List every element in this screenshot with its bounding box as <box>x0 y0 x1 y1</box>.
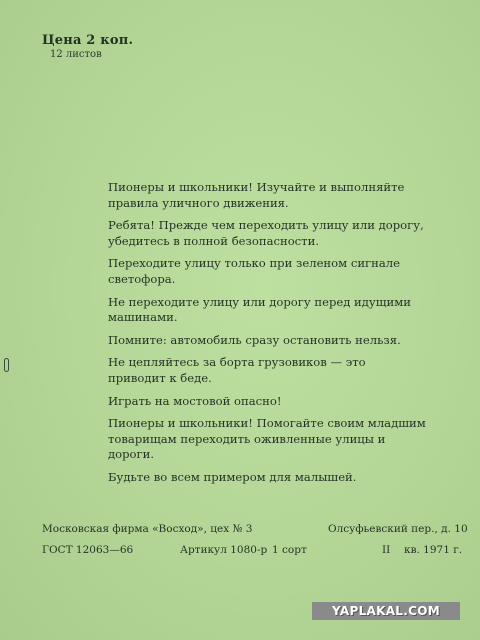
address-text: Олсуфьевский пер., д. 10 <box>328 523 468 535</box>
margin-ring-mark <box>4 358 9 372</box>
rule-paragraph: Пионеры и школьники! Помогайте своим младшим товарищам переходить оживленные улицы и дороги. <box>108 416 426 462</box>
site-watermark: YAPLAKAL.COM <box>312 602 460 620</box>
rule-paragraph: Играть на мостовой опасно! <box>108 393 282 408</box>
rule-paragraph: Переходите улицу только при зеленом сигнале светофора. <box>108 256 401 286</box>
rule-paragraph: Помните: автомобиль сразу остановить нельзя. <box>108 332 401 347</box>
sheet-count: 12 листов <box>50 49 102 60</box>
period-text: кв. 1971 г. <box>404 544 463 556</box>
article-text: Артикул 1080-р <box>180 544 268 556</box>
gost-text: ГОСТ 12063—66 <box>42 544 134 556</box>
price-label: Цена 2 коп. <box>42 33 134 48</box>
traffic-rules-text <box>108 180 426 493</box>
quarter-text: II <box>382 544 391 556</box>
rule-paragraph: Будьте во всем примером для малышей. <box>108 469 357 484</box>
rule-paragraph: Ребята! Прежде чем переходить улицу или дорогу, убедитесь в полной безопасности. <box>108 218 424 248</box>
manufacturer-text: Московская фирма «Восход», цех № 3 <box>42 523 253 535</box>
grade-text: 1 сорт <box>272 544 307 556</box>
rule-paragraph: Не переходите улицу или дорогу перед идущими машинами. <box>108 294 411 325</box>
rule-paragraph: Пионеры и школьники! Изучайте и выполняйте правила уличного движения. <box>108 180 405 210</box>
rule-paragraph: Не цепляйтесь за борта грузовиков — это приводит к беде. <box>108 355 366 385</box>
